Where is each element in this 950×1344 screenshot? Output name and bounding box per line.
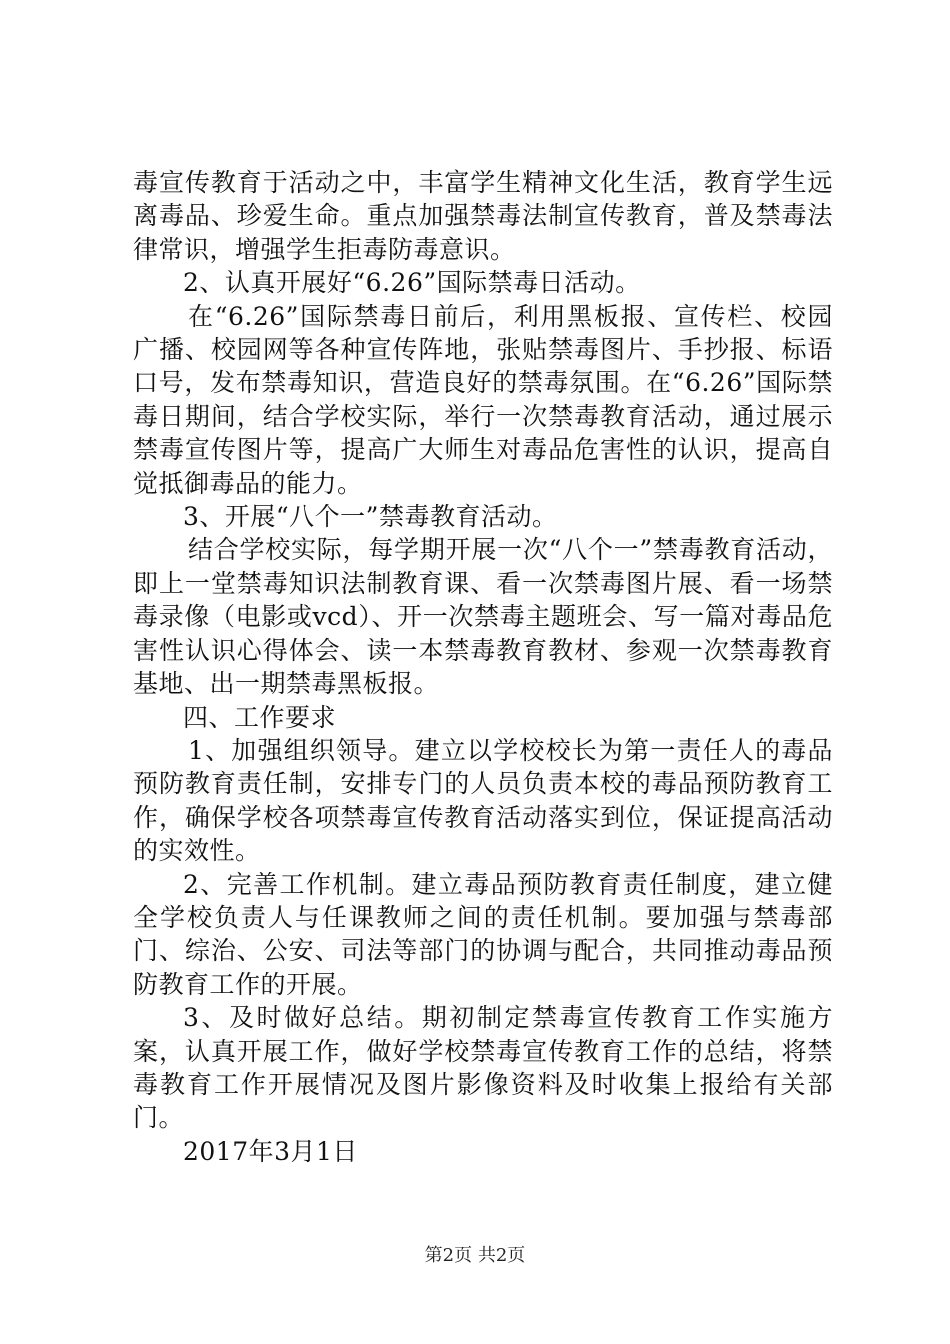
heading-item-2: 2、认真开展好“6.26”国际禁毒日活动。 bbox=[183, 268, 641, 298]
paragraph-requirement-2: 2、完善工作机制。建立毒品预防教育责任制度，建立健全学校负责人与任课教师之间的责任机制。要加强与禁毒部门、综治、公安、司法等部门的协调与配合，共同推动毒品预防教育工作的开展。 bbox=[133, 869, 833, 999]
paragraph-item-2-body: 在“6.26”国际禁毒日前后，利用黑板报、宣传栏、校园广播、校园网等各种宣传阵地，张贴禁毒图片、手抄报、标语口号，发布禁毒知识，营造良好的禁毒氛围。在“6.26”国际禁毒日期间，结合学校实际，举行一次禁毒教育活动，通过展示禁毒宣传图片等，提高广大师生对毒品危害性的认识，提高自觉抵御毒品的能力。 bbox=[133, 301, 833, 498]
paragraph-requirement-3: 3、及时做好总结。期初制定禁毒宣传教育工作实施方案，认真开展工作，做好学校禁毒宣传教育工作的总结，将禁毒教育工作开展情况及图片影像资料及时收集上报给有关部门。 bbox=[133, 1003, 833, 1133]
document-date: 2017年3月1日 bbox=[183, 1136, 358, 1166]
paragraph-requirement-1: 1、加强组织领导。建立以学校校长为第一责任人的毒品预防教育责任制，安排专门的人员负责本校的毒品预防教育工作，确保学校各项禁毒宣传教育活动落实到位，保证提高活动的实效性。 bbox=[133, 735, 833, 866]
document-body bbox=[133, 166, 833, 1168]
paragraph-item-3-body: 结合学校实际，每学期开展一次“八个一”禁毒教育活动，即上一堂禁毒知识法制教育课、看一次禁毒图片展、看一场禁毒录像（电影或vcd）、开一次禁毒主题班会、写一篇对毒品危害性认识心得体会、读一本禁毒教育教材、参观一次禁毒教育基地、出一期禁毒黑板报。 bbox=[133, 535, 833, 699]
section-heading-requirements: 四、工作要求 bbox=[183, 702, 337, 732]
page-footer bbox=[0, 1245, 950, 1267]
page-number-label: 第2页 共2页 bbox=[424, 1245, 526, 1266]
heading-item-3: 3、开展“八个一”禁毒教育活动。 bbox=[183, 502, 558, 532]
paragraph-intro-continuation: 毒宣传教育于活动之中，丰富学生精神文化生活，教育学生远离毒品、珍爱生命。重点加强禁毒法制宣传教育，普及禁毒法律常识，增强学生拒毒防毒意识。 bbox=[133, 168, 833, 264]
